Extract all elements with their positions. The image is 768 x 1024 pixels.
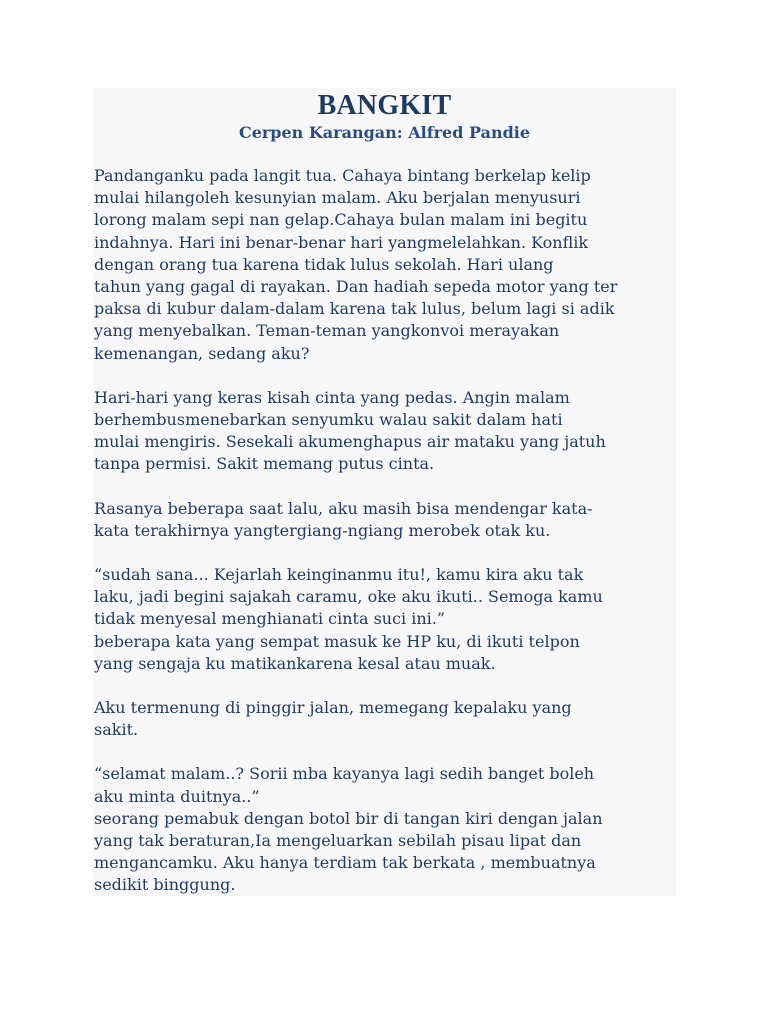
story-paragraph [94,165,676,365]
story-paragraph [94,387,676,476]
text-line: Pandanganku pada langit tua. Cahaya bintang berkelap kelip [94,166,591,185]
text-line: paksa di kubur dalam-dalam karena tak lulus, belum lagi si adik [94,299,615,319]
text-line: mulai mengiris. Sesekali akumenghapus air mataku yang jatuh [94,432,606,452]
story-paragraph [94,498,676,542]
text-line: Aku termenung di pinggir jalan, memegang kepalaku yang [94,698,572,718]
text-line: seorang pemabuk dengan botol bir di tangan kiri dengan jalan [94,808,603,828]
text-line: aku minta duitnya..” [94,786,260,806]
text-line: “selamat malam..? Sorii mba kayanya lagi sedih banget boleh [94,764,595,784]
text-line: laku, jadi begini sajakah caramu, oke aku ikuti.. Semoga kamu [94,587,603,607]
document-page [93,88,676,896]
story-paragraph [94,697,676,741]
text-line: yang sengaja ku matikankarena kesal atau muak. [94,653,496,673]
text-line: yang tak beraturan,Ia mengeluarkan sebilah pisau lipat dan [94,831,582,851]
text-line: dengan orang tua karena tidak lulus sekolah. Hari ulang [94,254,554,274]
text-line: beberapa kata yang sempat masuk ke HP ku, di ikuti telpon [94,631,580,651]
text-line: mulai hilangoleh kesunyian malam. Aku berjalan menyusuri [94,188,581,208]
text-line: kata terakhirnya yangtergiang-ngiang merobek otak ku. [94,520,551,540]
text-line: berhembusmenebarkan senyumku walau sakit dalam hati [94,410,563,430]
story-paragraph [94,763,676,896]
text-line: sakit. [94,720,139,740]
text-line: Hari-hari yang keras kisah cinta yang pedas. Angin malam [94,387,570,407]
story-subtitle: Cerpen Karangan: Alfred Pandie [238,123,531,142]
text-line: lorong malam sepi nan gelap.Cahaya bulan malam ini begitu [94,210,588,230]
text-line: mengancamku. Aku hanya terdiam tak berkata , membuatnya [94,853,596,873]
story-body [93,165,676,897]
text-line: kemenangan, sedang aku? [94,343,310,363]
text-line: yang menyebalkan. Teman-teman yangkonvoi merayakan [94,321,560,341]
text-line: indahnya. Hari ini benar-benar hari yangmelelahkan. Konflik [94,232,589,252]
text-line: tanpa permisi. Sakit memang putus cinta. [94,454,435,474]
text-line: sedikit binggung. [94,875,236,895]
text-line: “sudah sana... Kejarlah keinginanmu itu!, kamu kira aku tak [94,565,584,585]
text-line: Rasanya beberapa saat lalu, aku masih bisa mendengar kata- [94,498,593,518]
text-line: tidak menyesal menghianati cinta suci ini.” [94,609,446,629]
story-paragraph [94,564,676,675]
story-title: BANGKIT [317,90,452,121]
text-line: tahun yang gagal di rayakan. Dan hadiah sepeda motor yang ter [94,277,618,297]
